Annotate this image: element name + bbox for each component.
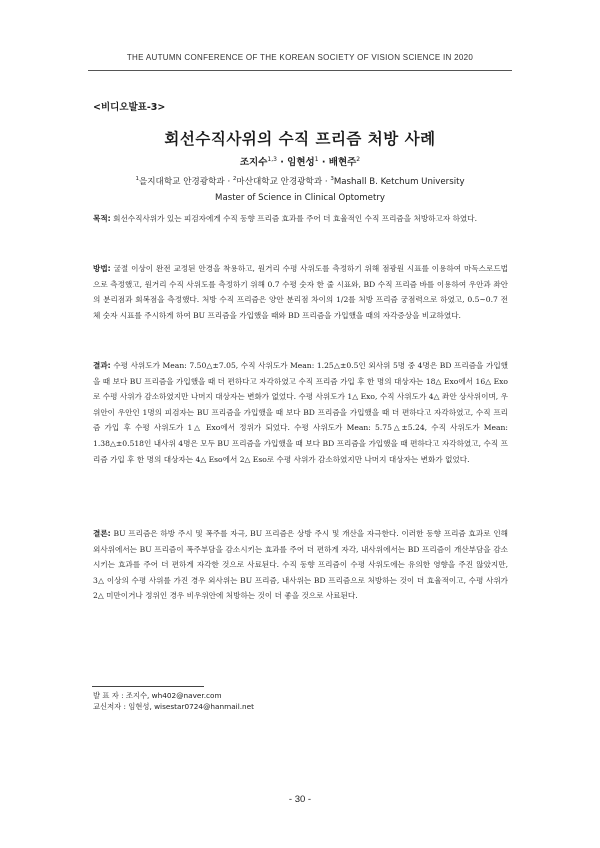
- methods-text: 굴절 이상이 완전 교정된 안경을 착용하고, 원거리 수평 사위도를 측정하기 위해 점광원 시표를 이용하여 마독스로드법으로 측정했고, 원거리 수직 사위도를 측정하기 위해 0.7 수평 숫자 한 줄 시표와, BD 수직 프리즘 바를 이용하여 우안과 좌안의 분리점과 회복점을 측정했다. 처방 수직 프리즘은 양안 분리점 차이의 1/2를 처방 프리즘 궁점력으로 하였고, 0.5~0.7 전체 숫자 시표를 주시하게 하여 BU 프리즘을 가입했을 때와 BD 프리즘을 가입했을 때의 자각증상을 비교하였다.: [93, 264, 508, 320]
- affil-separator: ·: [227, 177, 231, 187]
- author-affil-sup: 1: [314, 155, 319, 163]
- results-section: [93, 358, 508, 467]
- conclusion-text: BU 프리즘은 하방 주시 및 폭주를 자극, BU 프리즘은 상방 주시 및 개산을 자극한다. 이러한 동향 프리즘 효과로 인해 외사위에서는 BU 프리즘이 폭주부담을 감소시키는 효과를 주어 더 편하게 자각, 내사위에서는 BD 프리즘이 개산부담을 감소시키는 효과를 주어 더 편하게 자각한 것으로 사료된다. 수직 동향 프리즘이 수평 사위도에는 유의한 영향을 주진 않았지만, 3△ 이상의 수평 사위를 가진 경우 외사위는 BU 프리즘, 내사위는 BD 프리즘으로 처방하는 것이 더 효율적이고, 수평 사위가 2△ 미만이거나 정위인 경우 비우위안에 처방하는 것이 더 좋을 것으로 사료된다.: [93, 529, 508, 601]
- results-label: 결과:: [93, 361, 111, 370]
- conclusion-section: [93, 526, 508, 604]
- author-separator: ·: [280, 157, 284, 168]
- affil-sup: 1: [135, 176, 139, 183]
- page-number: - 30 -: [288, 794, 312, 805]
- author-name: 임현성: [287, 157, 315, 168]
- author-affil-sup: 2: [356, 155, 361, 163]
- affil-sup: 3: [330, 176, 334, 183]
- affiliation-2: 마산대학교 안경광학과: [236, 177, 323, 187]
- affiliation-line-2: Master of Science in Clinical Optometry: [215, 193, 385, 203]
- conclusion-label: 결론:: [93, 529, 111, 538]
- affiliation-3: Mashall B. Ketchum University: [333, 177, 465, 187]
- affil-sup: 2: [232, 176, 237, 183]
- presenter-footnote: 발 표 자 : 조지수, wh402@naver.com: [93, 691, 222, 700]
- author-name: 조지수: [239, 157, 268, 168]
- affiliation-1: 을지대학교 안경광학과: [138, 177, 225, 187]
- header-rule: [88, 70, 512, 71]
- affil-separator: ·: [324, 177, 328, 187]
- running-header: THE AUTUMN CONFERENCE OF THE KOREAN SOCIETY OF VISION SCIENCE IN 2020: [126, 53, 474, 62]
- affiliation-line: [90, 175, 510, 187]
- methods-label: 방법:: [93, 264, 111, 273]
- purpose-section: [93, 211, 508, 227]
- purpose-label: 목적:: [93, 214, 111, 223]
- author-separator: ·: [321, 157, 326, 168]
- purpose-text: 회선수직사위가 있는 피검자에게 수직 동향 프리즘 효과를 주어 더 효율적인 수직 프리즘을 처방하고자 하였다.: [110, 214, 478, 223]
- author-list: [90, 154, 510, 168]
- methods-section: [93, 261, 508, 323]
- results-text: 수평 사위도가 Mean: 7.50△±7.05, 수직 사위도가 Mean: 1.25△±0.5인 외사위 5명 중 4명은 BD 프리즘을 가입했을 때 보다 BU 프리즘을 가입했을 때 더 편하다고 자각하였고 수직 프리즘 가입 후 한 명의 대상자는 18△ Exo에서 16△ Exo로 수평 사위가 감소하였지만 나머지 대상자는 변화가 없었다. 수평 사위도가 1△ Exo, 수직 사위도가 4△ 좌안 상사위이며, 우위안이 우안인 1명의 피검자는 BU 프리즘을 가입했을 때 보다 BD 프리즘을 가입했을 때 더 편하다고 자각하였고, 수직 프리즘 가입 후 수평 사위도가 1△ Exo에서 정위가 되었다. 수평 사위도가 Mean: 5.75△±5.24, 수직 사위도가 Mean: 1.38△±0.518인 내사위 4명은 모두 BU 프리즘을 가입했을 때 보다 BD 프리즘을 가입했을 때 편하다고 자각하였고, 수직 프리즘 가입 후 한 명의 대상자는 4△ Eso에서 2△ Eso로 수평 사위가 감소하였지만 나머지 대상자는 변화가 없었다.: [93, 361, 508, 464]
- session-label: <비디오발표-3>: [93, 102, 166, 113]
- author-affil-sup: 1,3: [267, 155, 277, 163]
- footnote-rule: [92, 686, 204, 687]
- corresponding-author-footnote: 교신저자 : 임현성, wisestar0724@hanmail.net: [93, 702, 255, 711]
- author-name: 배현주: [328, 157, 357, 168]
- paper-title: 회선수직사위의 수직 프리즘 처방 사례: [164, 130, 436, 148]
